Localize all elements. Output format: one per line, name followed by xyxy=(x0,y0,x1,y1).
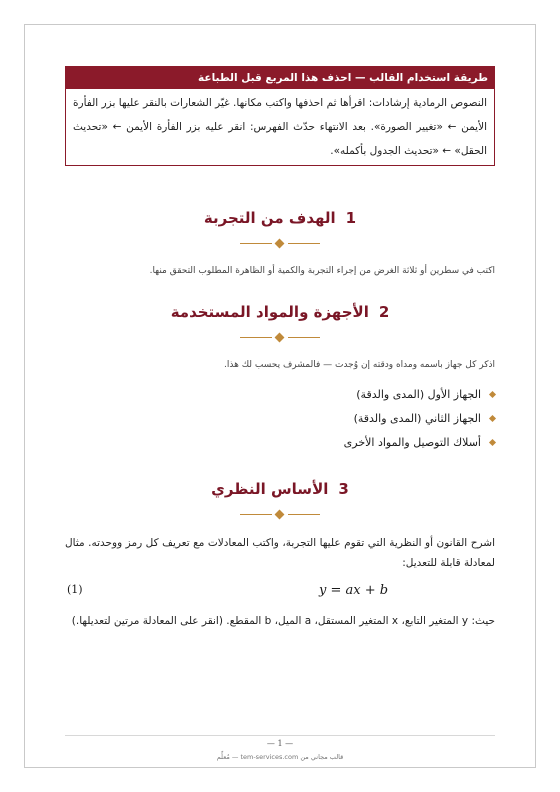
diamond-icon xyxy=(275,510,285,520)
section-number: 2 xyxy=(378,303,390,321)
section-heading xyxy=(65,301,495,323)
section-equipment xyxy=(65,301,495,455)
heading-ornament xyxy=(240,239,320,249)
footer-divider xyxy=(65,735,495,736)
section-theory xyxy=(65,478,495,631)
list-item: الجهاز الثاني (المدى والدقة) xyxy=(65,407,495,431)
list-item: أسلاك التوصيل والمواد الأخرى xyxy=(65,431,495,455)
section-hint: اذكر كل جهاز باسمه ومداه ودقته إن وُجدت — فالمشرف يحسب لك هذا. xyxy=(224,360,495,370)
section-number: 3 xyxy=(338,480,349,498)
section-title: الهدف من التجربة xyxy=(203,209,336,227)
equipment-list xyxy=(65,383,495,455)
section-number: 1 xyxy=(345,209,357,227)
theory-paragraph: اشرح القانون أو النظرية التي تقوم عليها التجربة، واكتب المعادلات مع تعريف كل رمز ووحدته. مثال لمعادلة قابلة للتعديل: xyxy=(65,537,495,569)
bullet-icon xyxy=(489,439,496,446)
page-number: — 1 — xyxy=(266,739,294,748)
section-heading xyxy=(65,207,495,229)
section-heading xyxy=(65,478,495,500)
equation-row xyxy=(65,583,495,605)
section-hint: اكتب في سطرين أو ثلاثة الغرض من إجراء التجربة والكمية أو الظاهرة المطلوب التحقق منها. xyxy=(149,266,495,276)
bullet-icon xyxy=(489,391,496,398)
instructions-text: النصوص الرمادية إرشادات: اقرأها ثم احذفها واكتب مكانها. غيّر الشعارات بالنقر عليها بزر الفأرة الأيمن ← «تغيير الصورة». بعد الانتهاء حدّث الفهرس: انقر عليه بزر الفأرة الأيمن ← «تحديث الحقل» ← «تحديث الجدول بأكمله». xyxy=(73,97,487,157)
section-objective xyxy=(65,207,495,279)
heading-ornament xyxy=(240,333,320,343)
equation-definition: حيث: y المتغير التابع، x المتغير المستقل، a الميل، b المقطع. (انقر على المعادلة مرتين لتعديلها.) xyxy=(71,615,495,627)
list-item: الجهاز الأول (المدى والدقة) xyxy=(65,383,495,407)
heading-ornament xyxy=(240,510,320,520)
diamond-icon xyxy=(275,239,285,249)
bullet-icon xyxy=(489,415,496,422)
equation[interactable]: y = ax + b xyxy=(319,583,389,598)
section-title: الأجهزة والمواد المستخدمة xyxy=(170,303,369,321)
section-title: الأساس النظري xyxy=(211,480,329,498)
footer-credit: قالب مجاني من tem-services.com — مُعلِّم xyxy=(216,753,344,761)
diamond-icon xyxy=(275,333,285,343)
equation-number: (1) xyxy=(67,583,83,596)
instructions-box xyxy=(65,66,495,166)
instructions-title: طريقة استخدام القالب — احذف هذا المربع قبل الطباعة xyxy=(66,67,494,89)
